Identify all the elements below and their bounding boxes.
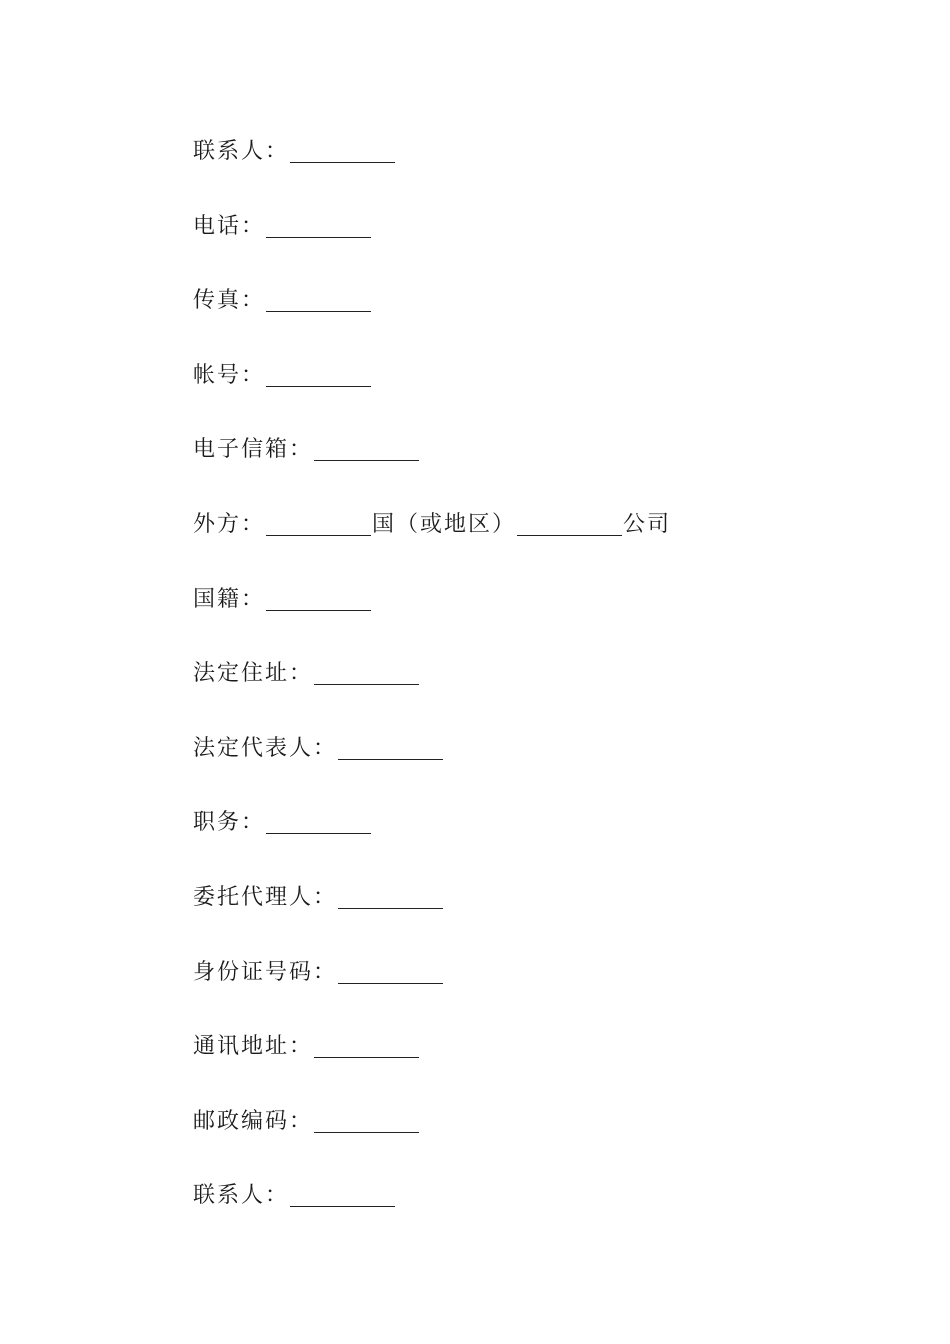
fill-in-blank	[338, 878, 443, 909]
field-label: 身份证号码：	[193, 959, 338, 985]
field-label: 法定代表人：	[193, 735, 338, 761]
field-authorized-agent	[193, 878, 893, 953]
fill-in-blank	[314, 1027, 419, 1058]
field-label: 传真：	[193, 288, 266, 314]
field-postal-code	[193, 1102, 893, 1177]
fill-in-blank	[266, 207, 371, 238]
field-position	[193, 803, 893, 878]
field-label: 职务：	[193, 810, 266, 836]
field-legal-representative	[193, 729, 893, 804]
field-foreign-party	[193, 505, 893, 580]
field-mailing-address	[193, 1027, 893, 1102]
fill-in-blank	[338, 953, 443, 984]
field-label: 邮政编码：	[193, 1108, 314, 1134]
field-fax	[193, 281, 893, 356]
field-label: 国籍：	[193, 586, 266, 612]
party-info-form	[193, 132, 893, 1251]
field-suffix-text: 公司	[623, 511, 672, 537]
field-email	[193, 430, 893, 505]
field-label: 电话：	[193, 213, 266, 239]
field-label: 法定住址：	[193, 661, 314, 687]
fill-in-blank-company	[517, 505, 622, 536]
fill-in-blank	[314, 654, 419, 685]
field-legal-address	[193, 654, 893, 729]
fill-in-blank	[266, 281, 371, 312]
fill-in-blank	[314, 430, 419, 461]
field-account	[193, 356, 893, 431]
field-middle-text: 国（或地区）	[372, 511, 517, 537]
fill-in-blank	[266, 356, 371, 387]
field-label: 帐号：	[193, 362, 266, 388]
field-label: 电子信箱：	[193, 437, 314, 463]
fill-in-blank	[266, 803, 371, 834]
field-label: 委托代理人：	[193, 884, 338, 910]
fill-in-blank	[338, 729, 443, 760]
field-nationality	[193, 580, 893, 655]
fill-in-blank	[266, 580, 371, 611]
field-label: 联系人：	[193, 139, 290, 164]
field-id-number	[193, 953, 893, 1028]
field-contact-person	[193, 132, 893, 207]
field-label: 通讯地址：	[193, 1034, 314, 1060]
fill-in-blank	[290, 1176, 395, 1207]
fill-in-blank-country	[266, 505, 371, 536]
fill-in-blank	[314, 1102, 419, 1133]
field-contact-person-2	[193, 1176, 893, 1251]
field-label: 联系人：	[193, 1183, 290, 1209]
field-phone	[193, 207, 893, 282]
field-label: 外方：	[193, 511, 266, 537]
fill-in-blank	[290, 132, 395, 163]
